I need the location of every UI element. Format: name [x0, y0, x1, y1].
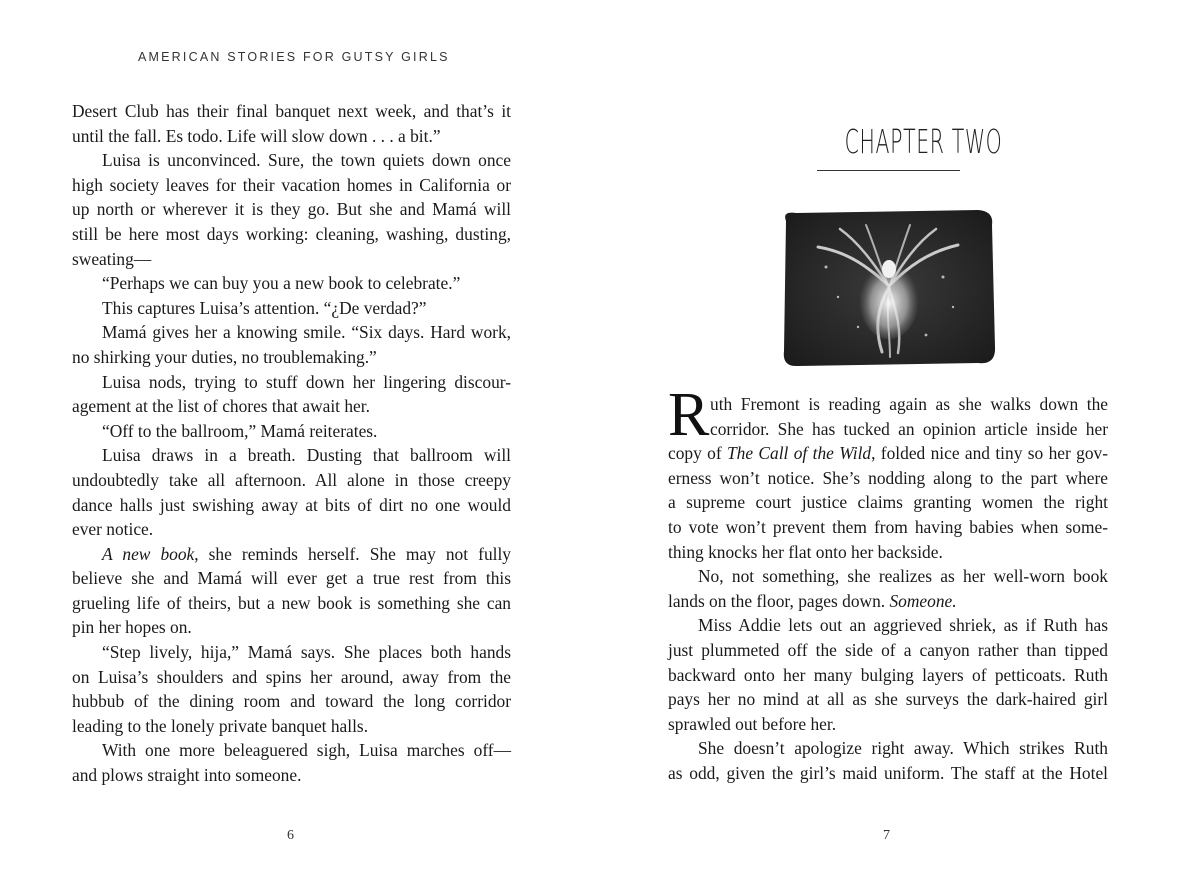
text-line: just plummeted off the side of a canyon rather than tipped	[668, 639, 1108, 660]
text-line: a supreme court justice claims granting women the right	[668, 492, 1108, 513]
running-head: AMERICAN STORIES FOR GUTSY GIRLS	[138, 50, 450, 64]
text-line: and plows straight into someone.	[72, 765, 302, 786]
text-line: undoubtedly take all afternoon. All alone in those creepy	[72, 469, 511, 490]
text-line: No, not something, she realizes as her well-worn book	[698, 566, 1108, 587]
text-line: as odd, given the girl’s maid uniform. The staff at the Hotel	[668, 762, 1108, 783]
text-line: pin her hopes on.	[72, 617, 192, 638]
text-line: uth Fremont is reading again as she walks down the	[710, 394, 1108, 414]
text-line: grueling life of theirs, but a new book is something she can	[72, 592, 511, 613]
text-line: leading to the lonely private banquet halls.	[72, 715, 369, 736]
text-line: believe she and Mamá will ever get a true rest from this	[72, 568, 511, 589]
text-line: “Off to the ballroom,” Mamá reiterates.	[102, 420, 378, 441]
text-line: backward onto her many bulging layers of petticoats. Ruth	[668, 664, 1108, 685]
text-line: dance halls just swishing away at bits of dirt no one would	[72, 494, 511, 515]
drop-cap: R	[668, 381, 710, 449]
text-line: Luisa is unconvinced. Sure, the town quiets down once	[102, 150, 511, 171]
right-page	[590, 0, 1180, 878]
text-line: until the fall. Es todo. Life will slow down . . . a bit.”	[72, 125, 441, 146]
page-number-right: 7	[883, 828, 890, 843]
text-line: copy of The Call of the Wild, folded nice and tiny so her gov-	[668, 443, 1109, 464]
text-line: “Step lively, hija,” Mamá says. She places both hands	[102, 642, 511, 663]
left-body-text	[72, 99, 511, 788]
text-line: to vote won’t prevent them from having babies when some-	[668, 516, 1108, 537]
text-line: agement at the list of chores that await her.	[72, 396, 370, 417]
text-line: lands on the floor, pages down. Someone.	[668, 590, 957, 611]
text-line: She doesn’t apologize right away. Which strikes Ruth	[698, 738, 1108, 759]
page-number-left: 6	[287, 828, 294, 843]
chapter-rule	[817, 170, 960, 171]
text-line: sprawled out before her.	[668, 713, 837, 734]
text-line: pays her no mind at all as she surveys the dark-haired girl	[668, 689, 1108, 710]
text-line: sweating—	[72, 248, 152, 269]
text-line: on Luisa’s shoulders and spins her around, away from the	[72, 666, 511, 687]
text-line: no shirking your duties, no troublemaking.”	[72, 346, 377, 367]
phoenix-illustration-icon	[778, 207, 998, 369]
text-line: Luisa nods, trying to stuff down her lingering discour-	[102, 371, 511, 392]
text-line: erness won’t notice. She’s nodding along to the part where	[668, 467, 1108, 488]
chapter-title: CHAPTER TWO	[844, 122, 1003, 161]
text-line: This captures Luisa’s attention. “¿De verdad?”	[102, 297, 427, 318]
text-line: ever notice.	[72, 519, 154, 540]
text-line: corridor. She has tucked an opinion article inside her	[710, 418, 1108, 439]
text-line: Luisa draws in a breath. Dusting that ballroom will	[102, 445, 511, 466]
text-line: Mamá gives her a knowing smile. “Six days. Hard work,	[102, 322, 511, 343]
text-line: A new book, she reminds herself. She may not fully	[102, 543, 511, 564]
right-body-text	[668, 392, 1108, 786]
text-line: thing knocks her flat onto her backside.	[668, 541, 943, 562]
text-line: hubbub of the dining room and toward the long corridor	[72, 691, 511, 712]
text-line: “Perhaps we can buy you a new book to celebrate.”	[102, 273, 461, 294]
text-line: Desert Club has their final banquet next week, and that’s it	[72, 101, 511, 121]
text-line: high society leaves for their vacation homes in California or	[72, 174, 511, 195]
text-line: Miss Addie lets out an aggrieved shriek, as if Ruth has	[698, 615, 1108, 636]
text-line: With one more beleaguered sigh, Luisa marches off—	[102, 740, 511, 761]
text-line: up north or wherever it is they go. But she and Mamá will	[72, 199, 511, 220]
text-line: still be here most days working: cleaning, washing, dusting,	[72, 223, 511, 244]
